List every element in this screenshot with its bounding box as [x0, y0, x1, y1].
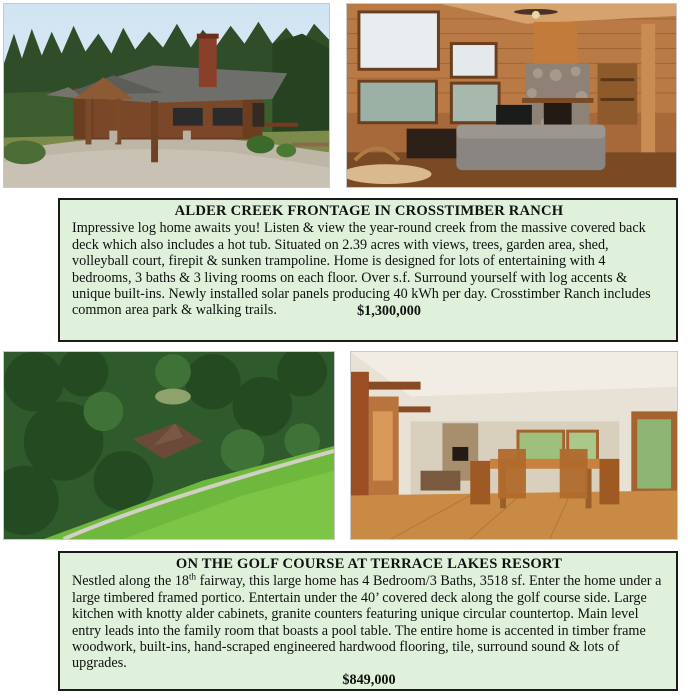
listing-description-text: Impressive log home awaits you! Listen & view the year-round creek from the massive covered back deck which also includes a hot tub. Situated on 2.39 acres with views, trees, garden area, shed, volleyball court, firepit & sunken trampoline. Home is designed for lots of entertaining with 4 bedrooms, 3 baths & 3 living rooms on each floor. Over s.f. Surround yourself with log accents & unique built-ins. Newly installed solar panels producing 40 kWh per day. Crosstimber Ranch includes common area park & walking trails. [72, 220, 651, 319]
dining-room-photo [350, 351, 678, 540]
aerial-golf-course-photo [3, 351, 335, 540]
listing-price: $1,300,000 [357, 302, 421, 319]
listing-title: ALDER CREEK FRONTAGE IN CROSSTIMBER RANCH [174, 203, 564, 219]
listing-terrace-lakes [58, 551, 678, 691]
listing-description-text-rest: fairway, this large home has 4 Bedroom/3 Baths, 3518 sf. Enter the home under a large timbered framed portico. Entertain under the 40’ covered deck along the golf course side. Large kitchen with knotty alder cabinets, granite counters featuring unique circular countertop. Main level entry leads into the family room that boasts a pool table. The entire home is accented in timber frame woodwork, built-ins, hand-scraped engineered hardwood flooring, tile, surround sound & lots of upgrades. [72, 573, 662, 672]
listing-price: $849,000 [342, 671, 396, 688]
log-home-exterior-photo [3, 3, 330, 188]
ordinal-suffix: th [189, 571, 197, 582]
listing-description-text-start: Nestled along the 18 [72, 573, 190, 590]
living-room-photo [346, 3, 677, 188]
listing-description [72, 220, 666, 319]
listing-description [72, 573, 666, 688]
listing-alder-creek [58, 198, 678, 342]
listing-title: ON THE GOLF COURSE AT TERRACE LAKES RESORT [175, 556, 563, 572]
